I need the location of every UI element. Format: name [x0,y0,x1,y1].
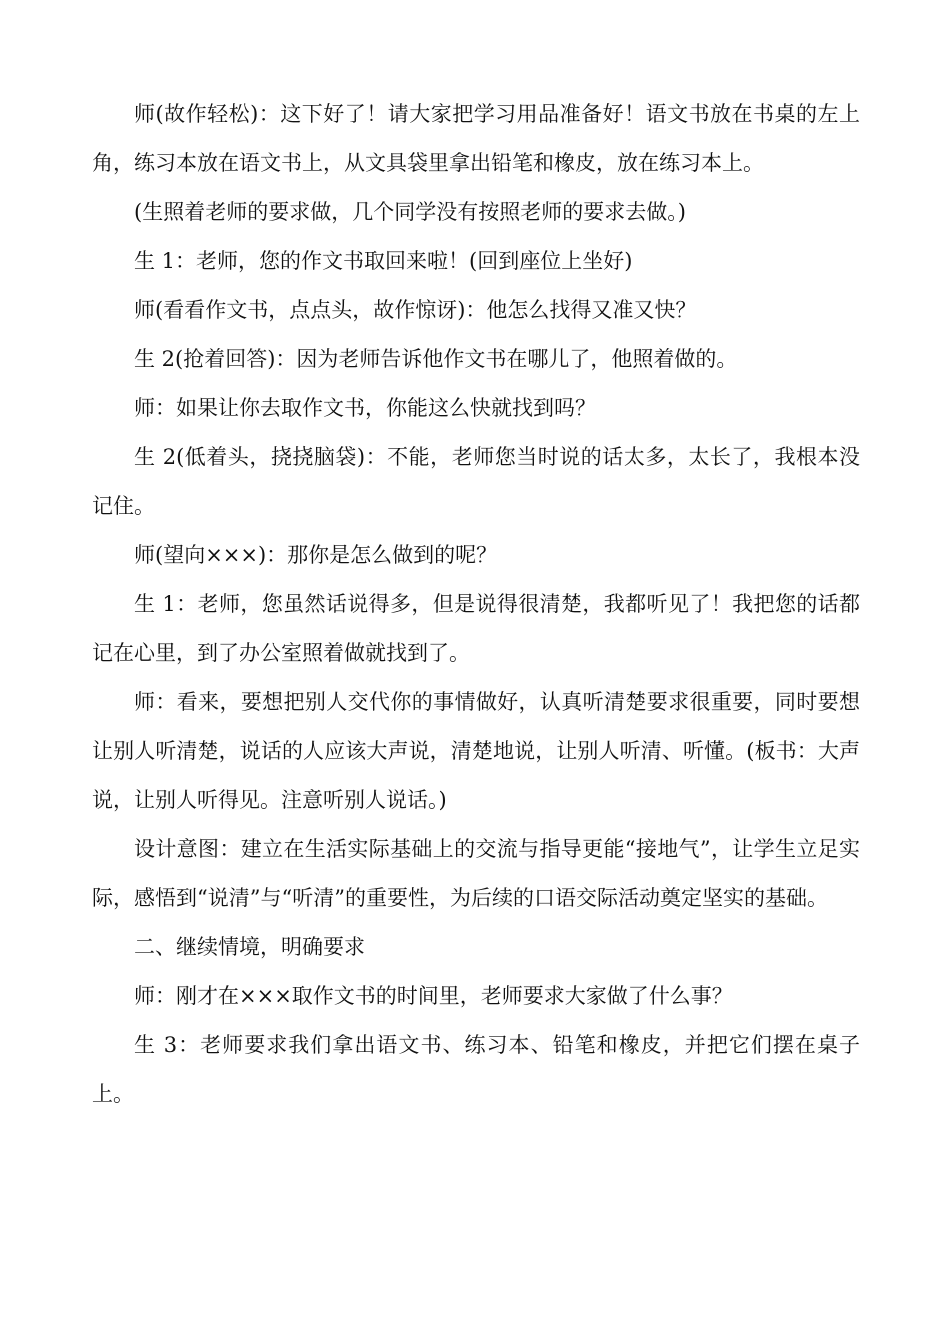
paragraph-student1-returns-book: 生 1：老师，您的作文书取回来啦！(回到座位上坐好) [134,249,633,273]
document-page [92,90,860,1119]
paragraph-teacher-surprised: 师(看看作文书，点点头，故作惊讶)：他怎么找得又准又快？ [134,298,697,322]
paragraph-students-follow: (生照着老师的要求做，几个同学没有按照老师的要求去做。) [134,200,686,224]
paragraph-student2-cannot: 生 2(低着头，挠挠脑袋)：不能，老师您当时说的话太多，太长了，我根本没记住。 [92,445,860,518]
paragraph-teacher-question: 师：刚才在×××取作文书的时间里，老师要求大家做了什么事？ [134,984,733,1008]
paragraph-student3-answers: 生 3：老师要求我们拿出语文书、练习本、铅笔和橡皮，并把它们摆在桌子上。 [92,1033,860,1106]
paragraph-teacher-summary: 师：看来，要想把别人交代你的事情做好，认真听清楚要求很重要，同时要想让别人听清楚，说话的人应该大声说，清楚地说，让别人听清、听懂。(板书：大声说，让别人听得见。注意听别人说话。) [92,690,860,812]
paragraph-teacher-prepare-supplies: 师(故作轻松)：这下好了！请大家把学习用品准备好！语文书放在书桌的左上角，练习本放在语文书上，从文具袋里拿出铅笔和橡皮，放在练习本上。 [92,102,860,175]
section-heading-continue-scenario: 二、继续情境，明确要求 [134,935,365,959]
paragraph-teacher-asks: 师：如果让你去取作文书，你能这么快就找到吗？ [134,396,596,420]
paragraph-teacher-looks: 师(望向×××)：那你是怎么做到的呢？ [134,543,498,567]
paragraph-student2-answers: 生 2(抢着回答)：因为老师告诉他作文书在哪儿了，他照着做的。 [134,347,738,371]
paragraph-student1-explains: 生 1：老师，您虽然话说得多，但是说得很清楚，我都听见了！我把您的话都记在心里，到了办公室照着做就找到了。 [92,592,860,665]
paragraph-design-intent: 设计意图：建立在生活实际基础上的交流与指导更能“接地气”，让学生立足实际，感悟到“说清”与“听清”的重要性，为后续的口语交际活动奠定坚实的基础。 [92,837,860,910]
